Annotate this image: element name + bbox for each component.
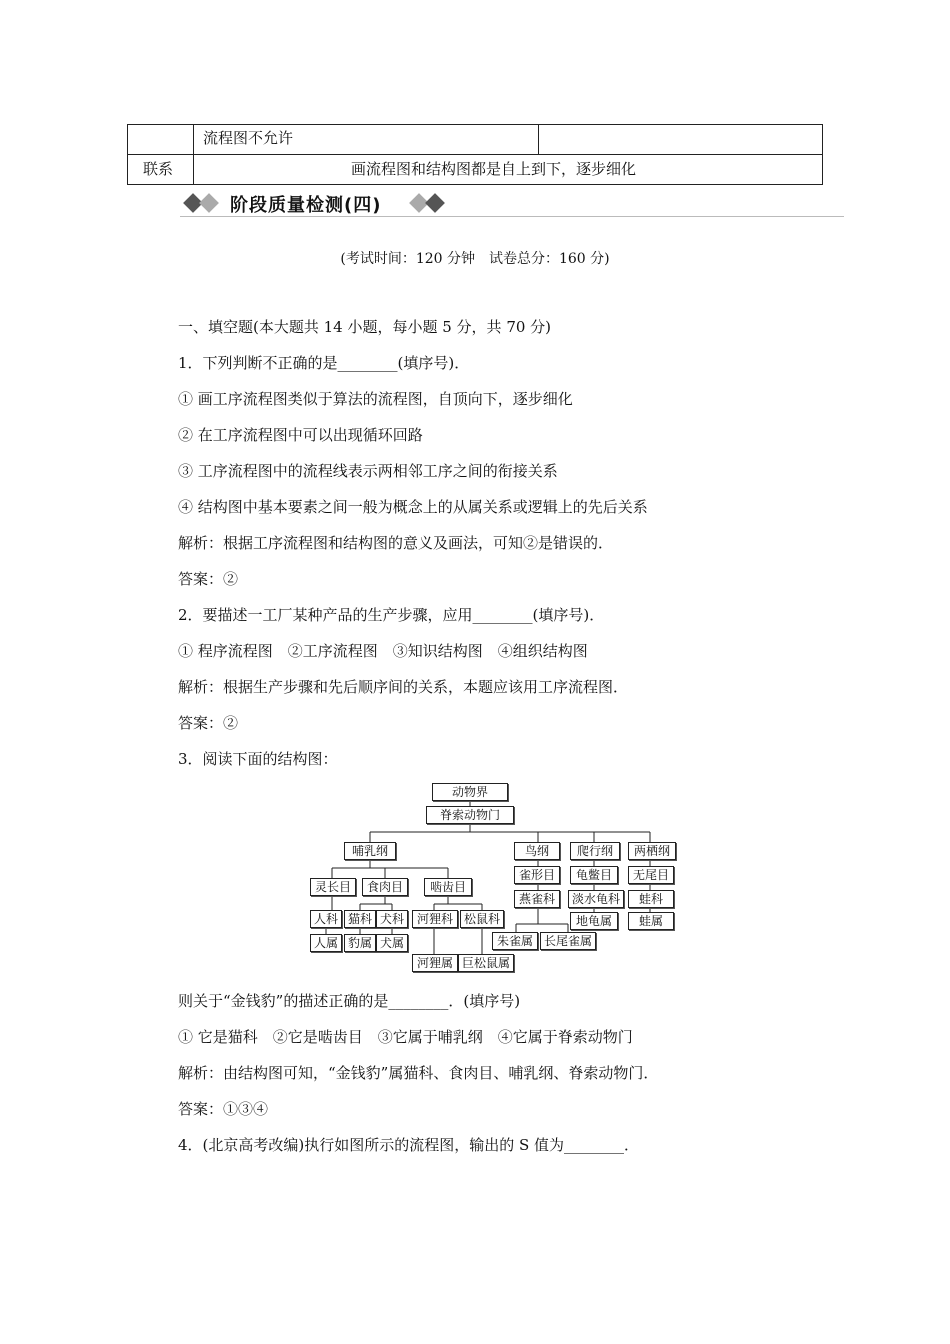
node-homo: 人属: [310, 934, 342, 952]
node-mammalia: 哺乳纲: [344, 842, 396, 860]
node-gopherus: 地龟属: [570, 912, 618, 930]
table-cell: [538, 124, 823, 155]
text-line: 4．(北京高考改编)执行如图所示的流程图，输出的 S 值为________．: [178, 1136, 640, 1154]
table-text: 流程图不允许: [203, 129, 294, 147]
text-line: 3．阅读下面的结构图：: [178, 750, 338, 768]
text-line: ① 画工序流程图类似于算法的流程图，自顶向下，逐步细化: [178, 390, 573, 408]
node-rodentia: 啮齿目: [424, 878, 472, 896]
text-line: 答案：②: [178, 714, 239, 732]
node-ratufa: 巨松鼠属: [458, 954, 514, 972]
node-sturnidae: 燕雀科: [514, 890, 560, 908]
table-row-label: 联系: [143, 160, 174, 178]
node-testudines: 龟鳖目: [570, 866, 618, 884]
node-canidae: 犬科: [376, 910, 408, 928]
node-castor: 河狸属: [412, 954, 458, 972]
text-line: ① 程序流程图 ②工序流程图 ③知识结构图 ④组织结构图: [178, 642, 588, 660]
node-ranidae: 蛙科: [628, 890, 674, 908]
node-carnivora: 食肉目: [362, 878, 408, 896]
text-line: 一、填空题(本大题共 14 小题，每小题 5 分，共 70 分): [178, 318, 552, 336]
node-canis: 犬属: [376, 934, 408, 952]
table-cell: [127, 124, 194, 155]
node-rana: 蛙属: [628, 912, 674, 930]
taxonomy-structure-diagram: [310, 782, 680, 974]
diamond-icon: [199, 193, 219, 213]
node-phylum: 脊索动物门: [426, 806, 514, 824]
section-title: 阶段质量检测(四): [230, 195, 382, 216]
text-line: 答案：②: [178, 570, 239, 588]
text-line: 解析：根据工序流程图和结构图的意义及画法，可知②是错误的．: [178, 534, 614, 552]
text-line: ② 在工序流程图中可以出现循环回路: [178, 426, 423, 444]
node-carpodacus: 朱雀属: [492, 932, 538, 950]
node-passeriformes: 雀形目: [514, 866, 560, 884]
text-line: 解析：由结构图可知，“金钱豹”属猫科、食肉目、哺乳纲、脊索动物门．: [178, 1064, 659, 1082]
exam-info: (考试时间：120 分钟 试卷总分：160 分): [340, 251, 610, 267]
node-felidae: 猫科: [344, 910, 376, 928]
node-anura: 无尾目: [628, 866, 674, 884]
node-reptilia: 爬行纲: [570, 842, 620, 860]
text-line: ① 它是猫科 ②它是啮齿目 ③它属于哺乳纲 ④它属于脊索动物门: [178, 1028, 633, 1046]
node-aves: 鸟纲: [514, 842, 560, 860]
table-text: 画流程图和结构图都是自上到下，逐步细化: [351, 160, 637, 178]
text-line: 2．要描述一工厂某种产品的生产步骤，应用________(填序号)．: [178, 606, 605, 624]
node-hominidae: 人科: [310, 910, 342, 928]
summary-table: [127, 124, 823, 185]
node-castoridae: 河狸科: [412, 910, 458, 928]
node-sciuridae: 松鼠科: [460, 910, 504, 928]
section-banner: [180, 188, 844, 220]
node-panthera: 豹属: [344, 934, 376, 952]
node-uragus: 长尾雀属: [540, 932, 596, 950]
text-line: ④ 结构图中基本要素之间一般为概念上的从属关系或逻辑上的先后关系: [178, 498, 648, 516]
node-kingdom: 动物界: [432, 783, 508, 801]
text-line: 则关于“金钱豹”的描述正确的是________．(填序号): [178, 992, 521, 1010]
text-line: 答案：①③④: [178, 1100, 269, 1118]
node-emydidae: 淡水龟科: [568, 890, 624, 908]
text-line: 解析：根据生产步骤和先后顺序间的关系，本题应该用工序流程图．: [178, 678, 629, 696]
node-amphibia: 两栖纲: [628, 842, 676, 860]
text-line: ③ 工序流程图中的流程线表示两相邻工序之间的衔接关系: [178, 462, 558, 480]
text-line: 1．下列判断不正确的是________(填序号)．: [178, 354, 470, 372]
diamond-icon: [425, 193, 445, 213]
node-primates: 灵长目: [310, 878, 356, 896]
